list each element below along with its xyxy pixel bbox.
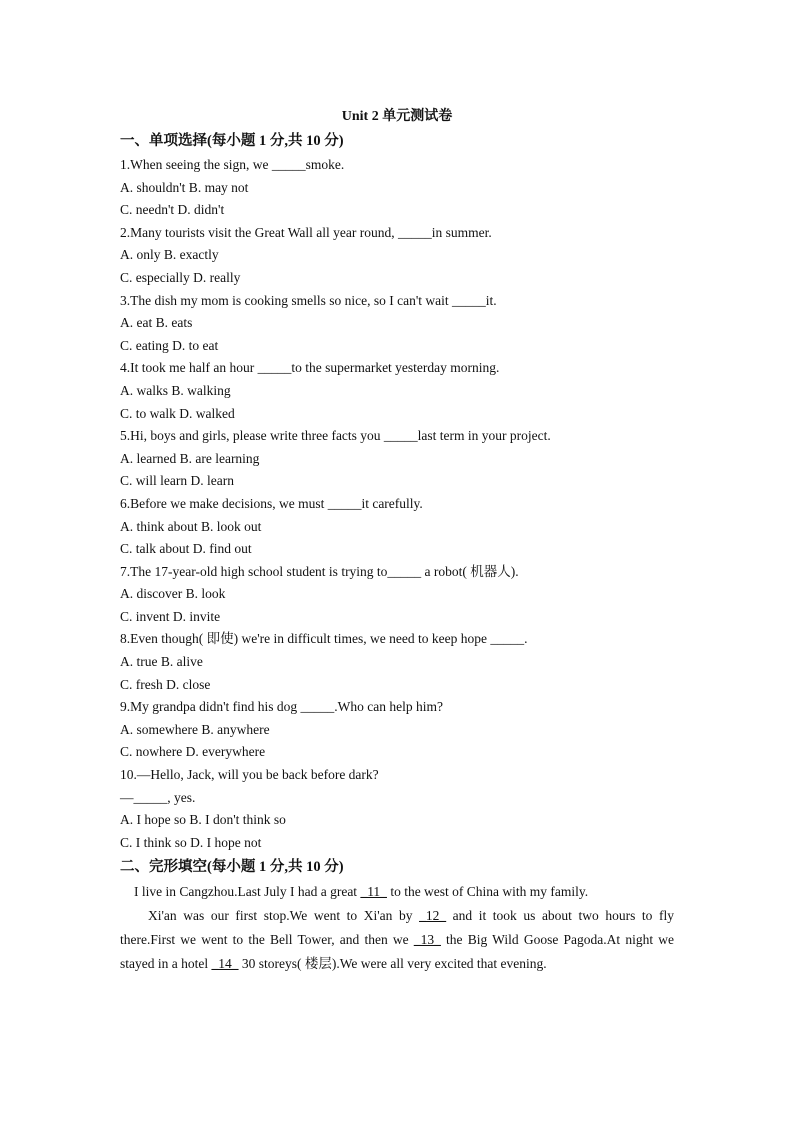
options-ab: A. true B. alive xyxy=(120,654,203,670)
question-text: 3.The dish my mom is cooking smells so nice, so I can't wait _____it. xyxy=(120,292,497,308)
blank-13: _13_ xyxy=(413,932,441,947)
passage-text: Xi'an was our first stop.We went to Xi'an by xyxy=(148,908,420,924)
passage-text: to the west of China with my family. xyxy=(386,884,589,900)
question-10 xyxy=(120,764,674,854)
options-ab: A. walks B. walking xyxy=(120,382,231,398)
passage-text: I live in Cangzhou.Last July I had a great xyxy=(134,884,361,900)
passage-paragraph-1 xyxy=(120,880,674,904)
options-cd: C. invent D. invite xyxy=(120,608,221,624)
options-cd: C. fresh D. close xyxy=(120,676,211,692)
question-5 xyxy=(120,425,674,493)
question-text: 5.Hi, boys and girls, please write three facts you _____last term in your project. xyxy=(120,428,551,444)
question-6 xyxy=(120,493,674,561)
options-ab: A. only B. exactly xyxy=(120,247,219,263)
question-7 xyxy=(120,561,674,629)
question-text: 10.—Hello, Jack, will you be back before dark? xyxy=(120,767,379,783)
question-1 xyxy=(120,154,674,222)
options-cd: C. talk about D. find out xyxy=(120,541,252,557)
passage-text: and it took us about two hours to fly there.First we went to the Bell Tower, and then we xyxy=(120,908,674,947)
options-ab: A. shouldn't B. may not xyxy=(120,179,249,195)
options-cd: C. I think so D. I hope not xyxy=(120,834,262,850)
question-8 xyxy=(120,628,674,696)
options-cd: C. eating D. to eat xyxy=(120,337,219,353)
section-heading-multiple-choice: 一、单项选择(每小题 1 分,共 10 分) xyxy=(120,133,344,149)
options-cd: C. especially D. really xyxy=(120,269,241,285)
question-3 xyxy=(120,290,674,358)
question-9 xyxy=(120,696,674,764)
blank-14: _14_ xyxy=(211,955,239,971)
question-text: 1.When seeing the sign, we _____smoke. xyxy=(120,157,345,172)
question-text: 6.Before we make decisions, we must _____it carefully. xyxy=(120,495,423,511)
options-cd: C. nowhere D. everywhere xyxy=(120,744,266,760)
section-heading-cloze: 二、完形填空(每小题 1 分,共 10 分) xyxy=(120,859,344,876)
question-text: 2.Many tourists visit the Great Wall all year round, _____in summer. xyxy=(120,224,492,240)
blank-12: _12_ xyxy=(419,908,447,924)
options-ab: A. somewhere B. anywhere xyxy=(120,721,270,737)
options-cd: C. will learn D. learn xyxy=(120,473,234,489)
options-cd: C. needn't D. didn't xyxy=(120,202,225,218)
question-4 xyxy=(120,357,674,425)
blank-11: _11_ xyxy=(360,884,387,900)
options-ab: A. learned B. are learning xyxy=(120,450,260,466)
passage-paragraph-2 xyxy=(120,904,674,975)
options-ab: A. think about B. look out xyxy=(120,518,262,534)
options-ab: A. eat B. eats xyxy=(120,315,193,331)
question-text: 4.It took me half an hour _____to the supermarket yesterday morning. xyxy=(120,360,500,376)
passage-text: the Big Wild Goose Pagoda.At night we stayed in a hotel xyxy=(120,932,675,971)
options-cd: C. to walk D. walked xyxy=(120,405,235,421)
question-2 xyxy=(120,222,674,290)
worksheet-content xyxy=(120,106,674,976)
reply-text: —_____, yes. xyxy=(120,789,196,805)
page-title: Unit 2 单元测试卷 xyxy=(341,109,453,124)
question-text: 9.My grandpa didn't find his dog _____.Who can help him? xyxy=(120,699,444,715)
options-ab: A. I hope so B. I don't think so xyxy=(120,812,286,828)
passage-text: 30 storeys( 楼层).We were all very excited that evening. xyxy=(238,955,547,971)
question-text: 7.The 17-year-old high school student is trying to_____ a robot( 机器人). xyxy=(120,563,519,579)
question-text: 8.Even though( 即使) we're in difficult times, we need to keep hope _____. xyxy=(120,631,528,647)
options-ab: A. discover B. look xyxy=(120,586,226,602)
